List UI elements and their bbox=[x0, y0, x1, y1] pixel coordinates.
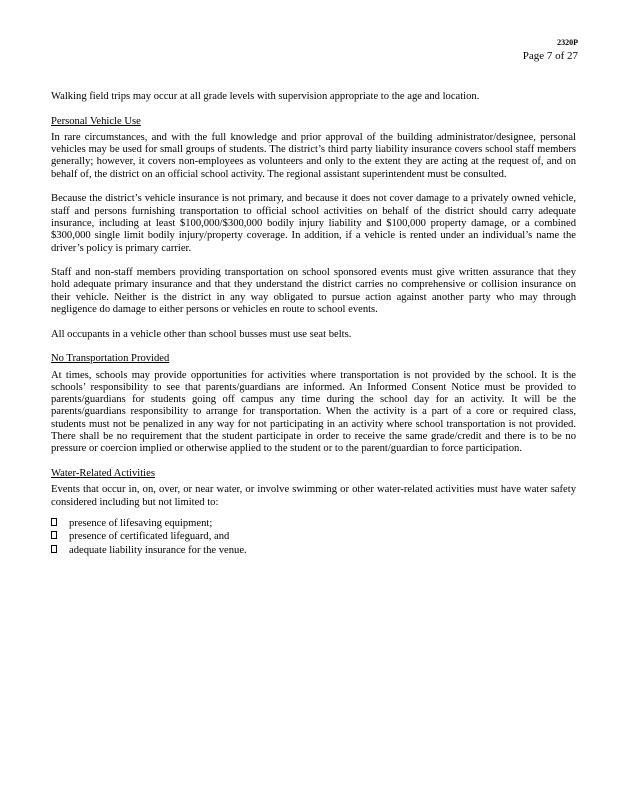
list-item-text: adequate liability insurance for the venue. bbox=[69, 544, 247, 556]
list-item-text: presence of certificated lifeguard, and bbox=[69, 531, 230, 543]
intro-paragraph: Walking field trips may occur at all grade levels with supervision appropriate to the age and location. bbox=[51, 91, 480, 102]
page-number: Page 7 of 27 bbox=[522, 50, 578, 62]
paragraph-personal-vehicle-3: Staff and non-staff members providing transportation on school sponsored events must give written assurance that they hold adequate primary insurance and that they understand the district carries no comprehensive or collision insurance on their vehicle. Neither is the district in any way obligated to pursue action against another party who may through negligence do damage to either persons or vehicles en route to school events. bbox=[51, 267, 576, 316]
paragraph-personal-vehicle-2: Because the district’s vehicle insurance is not primary, and because it does not cover damage to a privately owned vehicle, staff and persons furnishing transportation to official school activities on behalf of the district should carry adequate insurance, including at least $100,000/$300,000 bodily injury liability and $100,000 property damage, or a combined $300,000 single limit bodily injury/property coverage. In addition, if a vehicle is rented under an individual’s name the driver’s policy is primary carrier. bbox=[51, 193, 576, 254]
heading-no-transportation-provided: No Transportation Provided bbox=[51, 353, 170, 365]
document-body bbox=[51, 91, 576, 557]
bullet-box-icon bbox=[51, 518, 57, 526]
paragraph-water-related: Events that occur in, on, over, or near water, or involve swimming or other water-related activities must have water safety considered including but not limited to: bbox=[51, 484, 576, 508]
paragraph-no-transportation: At times, schools may provide opportunities for activities where transportation is not provided by the school. It is the schools’ responsibility to see that parents/guardians are informed. An Informed Consent Notice must be provided to parents/guardians for students going off campus any time during the school day for an activity. It will be the parents/guardians responsibility to arrange for transportation. When the activity is a part of a core or required class, students must not be penalized in any way for not participating in an activity where school transportation is not provided. There shall be no requirement that the student participate in order to receive the same grade/credit and there is to be no pressure or coercion implied or otherwise applied to the student or to the parent/guardian to force participation. bbox=[51, 369, 576, 455]
policy-code: 2320P bbox=[557, 38, 578, 47]
list-item-text: presence of lifesaving equipment; bbox=[69, 517, 213, 529]
list-item bbox=[51, 530, 576, 544]
water-safety-list bbox=[51, 517, 576, 558]
list-item bbox=[51, 517, 576, 531]
heading-personal-vehicle-use: Personal Vehicle Use bbox=[51, 115, 141, 127]
bullet-box-icon bbox=[51, 531, 57, 539]
list-item bbox=[51, 544, 576, 558]
heading-water-related-activities: Water-Related Activities bbox=[51, 467, 155, 479]
paragraph-personal-vehicle-1: In rare circumstances, and with the full knowledge and prior approval of the building administrator/designee, personal vehicles may be used for small groups of students. The district’s third party liability insurance covers school staff members generally; however, it covers non-employees as volunteers and only to the extent they are acting at the request of, and on behalf of, the district on an official school activity. The regional assistant superintendent must be consulted. bbox=[51, 131, 576, 180]
page-header bbox=[523, 37, 578, 62]
paragraph-seat-belts: All occupants in a vehicle other than school busses must use seat belts. bbox=[51, 328, 352, 340]
bullet-box-icon bbox=[51, 545, 57, 553]
